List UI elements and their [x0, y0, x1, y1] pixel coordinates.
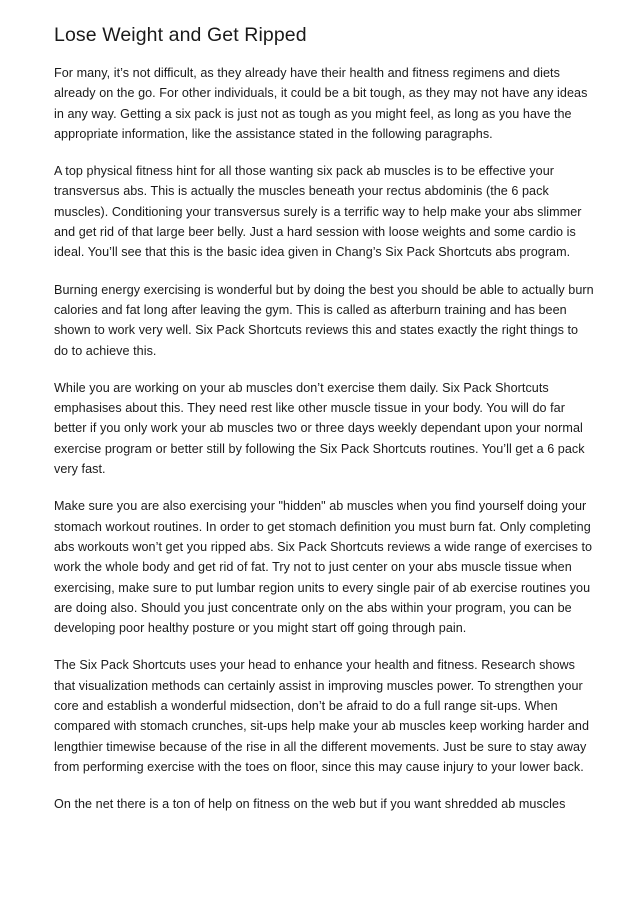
paragraph-5: Make sure you are also exercising your "hidden" ab muscles when you find yourself doing your stomach workout routines. In order to get stomach definition you must burn fat. Only completing abs workouts won’t get you ripped abs. Six Pack Shortcuts reviews a wide range of exercises to work the whole body and get rid of fat. Try not to just center on your abs muscle tissue when exercising, make sure to put lumbar region units to every single pair of ab exercise routines you are doing also. Should you just concentrate only on the abs within your program, you can be developing poor healthy posture or you might start off going through pain.: [54, 499, 593, 636]
document-title: Lose Weight and Get Ripped: [54, 24, 307, 46]
paragraph-6: The Six Pack Shortcuts uses your head to enhance your health and fitness. Research shows that visualization methods can certainly assist in improving muscles power. To strengthen your core and establish a wonderful midsection, don’t be afraid to do a full range sit-ups. When compared with stomach crunches, sit-ups help make your ab muscles keep working harder and lengthier timewise because of the rise in all the different movements. Just be sure to stay away from performing exercise with the toes on floor, since this may cause injury to your lower back.: [54, 658, 590, 774]
paragraph-4: While you are working on your ab muscles don’t exercise them daily. Six Pack Shortcuts emphasises about this. They need rest like other muscle tissue in your body. You will do far better if you only work your ab muscles two or three days weekly dependant upon your normal exercise program or better still by following the Six Pack Shortcuts routines. You’ll get a 6 pack very fast.: [54, 380, 585, 477]
document-page: [54, 22, 594, 832]
paragraph-2: A top physical fitness hint for all those wanting six pack ab muscles is to be effective your transversus abs. This is actually the muscles beneath your rectus abdominis (the 6 pack muscles). Conditioning your transversus surely is a terrific way to help make your abs slimmer and get rid of that large beer belly. Just a hard session with loose weights and some cardio is ideal. You’ll see that this is the basic idea given in Chang’s Six Pack Shortcuts abs program.: [54, 164, 582, 260]
paragraph-3: Burning energy exercising is wonderful but by doing the best you should be able to actually burn calories and fat long after leaving the gym. This is called as afterburn training and has been shown to work very well. Six Pack Shortcuts reviews this and states exactly the right things to do to achieve this.: [54, 282, 594, 358]
paragraph-1: For many, it’s not difficult, as they already have their health and fitness regimens and diets already on the go. For other individuals, it could be a bit tough, as they may not have any ideas in any way. Getting a six pack is just not as tough as you might feel, as long as you have the appropriate information, like the assistance stated in the following paragraphs.: [54, 66, 588, 141]
paragraph-7: On the net there is a ton of help on fitness on the web but if you want shredded ab muscles: [54, 797, 566, 812]
